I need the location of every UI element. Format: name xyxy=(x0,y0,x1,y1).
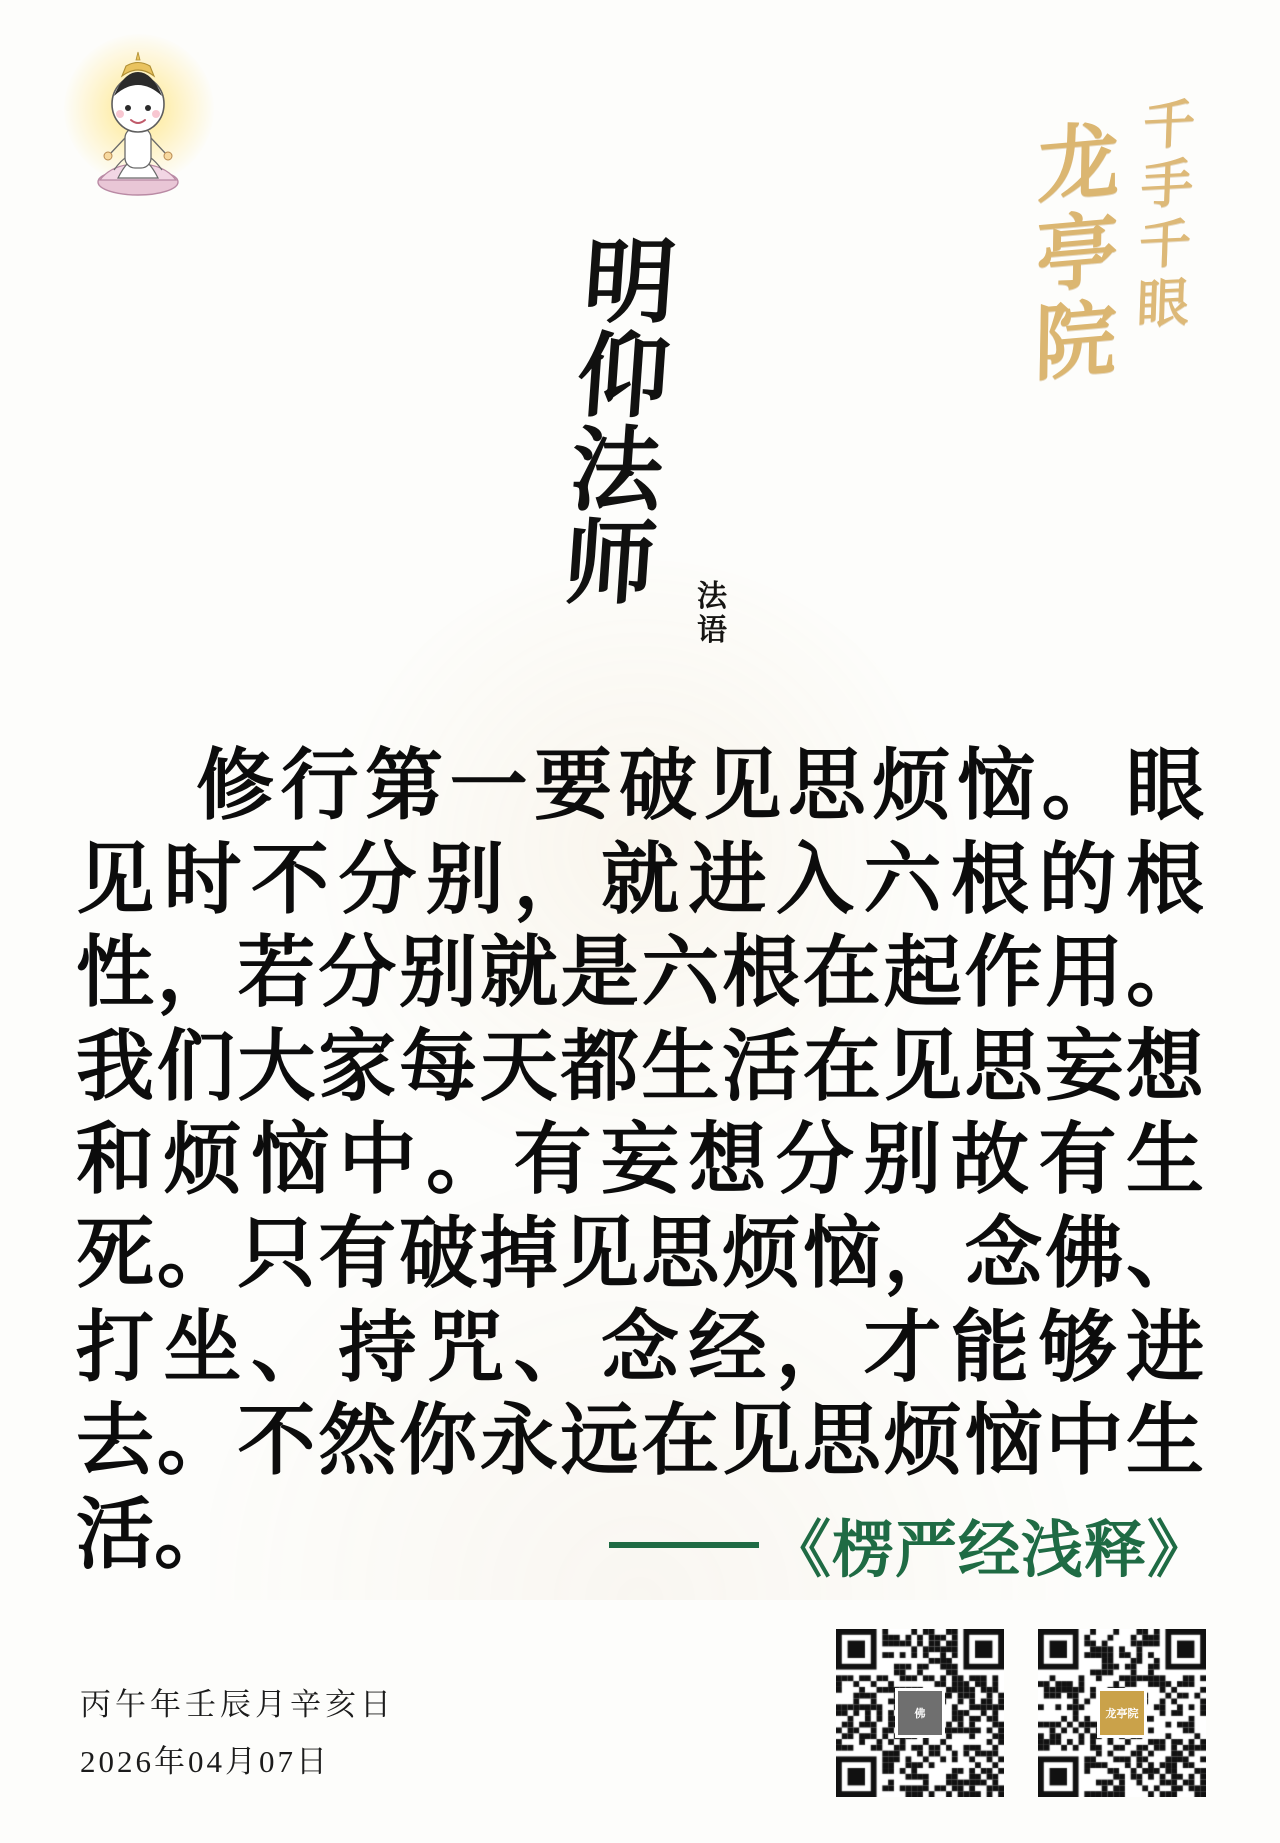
page-title xyxy=(547,228,693,618)
qr-code-group xyxy=(836,1629,1206,1797)
child-monk-emblem xyxy=(78,42,198,202)
gold-calligraphy xyxy=(1033,93,1197,394)
source-rule xyxy=(609,1542,759,1548)
gold-char: 千 xyxy=(1137,212,1192,277)
dharma-quote-body: 修行第一要破见思烦恼。眼见时不分别，就进入六根的根性，若分别就是六根在起作用。我们大家每天都生活在见思妄想和烦恼中。有妄想分别故有生死。只有破掉见思烦恼，念佛、打坐、持咒、念经，才能够进去。不然你永远在见思烦恼中生活。 xyxy=(76,741,1204,1580)
qr-code-left[interactable] xyxy=(836,1629,1004,1797)
title-char: 明 xyxy=(580,228,680,336)
gold-calligraphy-left-column xyxy=(1136,94,1196,335)
subtitle-char: 法 xyxy=(697,579,727,614)
child-monk-icon xyxy=(78,42,198,202)
date-block xyxy=(80,1679,395,1781)
qr-code-left-badge: 佛 xyxy=(895,1688,945,1738)
source-attribution xyxy=(609,1500,1210,1589)
qr-code-right-badge: 龙亭院 xyxy=(1097,1688,1147,1738)
gold-char: 手 xyxy=(1139,152,1195,217)
gold-char: 千 xyxy=(1142,93,1197,158)
source-title: 《楞严经浅释》 xyxy=(768,1513,1210,1586)
gold-calligraphy-right-column xyxy=(1033,111,1121,394)
gold-char: 眼 xyxy=(1135,271,1190,336)
gold-char: 亭 xyxy=(1035,200,1119,305)
qr-code-right[interactable] xyxy=(1038,1629,1206,1797)
page-subtitle xyxy=(690,580,734,647)
title-char: 法 xyxy=(566,415,667,524)
title-char: 仰 xyxy=(573,321,674,430)
title-char: 师 xyxy=(560,509,660,618)
lunar-date: 丙午年壬辰月辛亥日 xyxy=(80,1687,395,1722)
gold-char: 院 xyxy=(1033,289,1118,394)
gold-char: 龙 xyxy=(1036,111,1121,216)
gregorian-date: 2026年04月07日 xyxy=(80,1744,330,1779)
subtitle-char: 语 xyxy=(697,612,727,648)
